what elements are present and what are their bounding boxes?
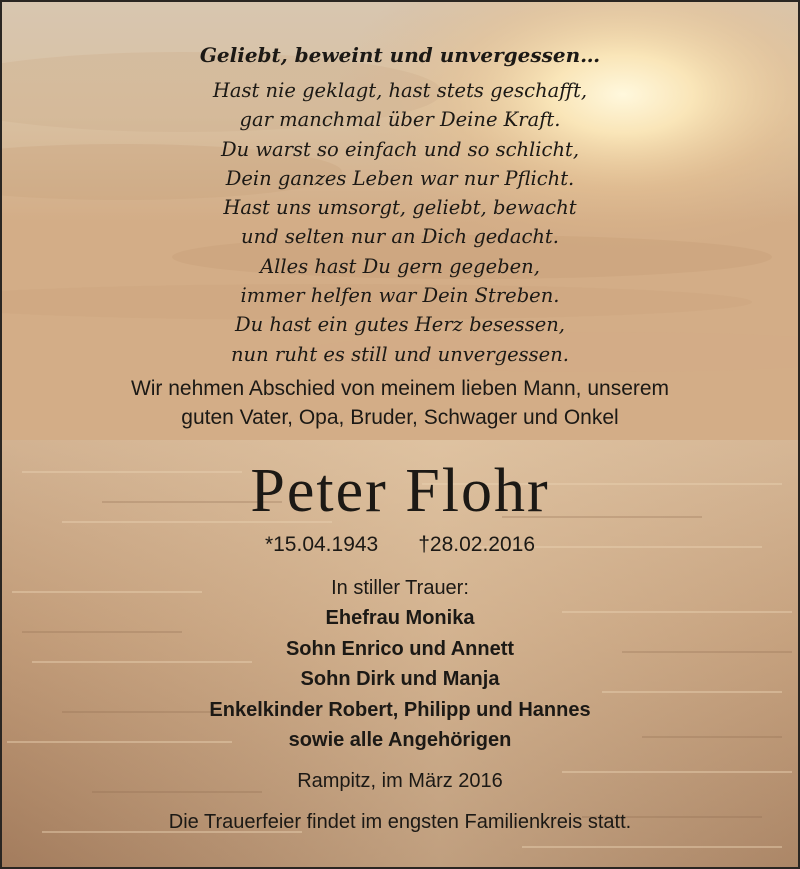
intro-line: guten Vater, Opa, Bruder, Schwager und Onkel <box>181 406 619 429</box>
intro-line: Wir nehmen Abschied von meinem lieben Mann, unserem <box>130 377 670 400</box>
place-and-date: Rampitz, im März 2016 <box>297 770 503 792</box>
mourner-entry: sowie alle Angehörigen <box>288 729 512 751</box>
notice-text <box>2 2 798 867</box>
motto: Geliebt, beweint und unvergessen… <box>199 43 601 67</box>
poem-line: Hast uns umsorgt, geliebt, bewacht <box>223 196 577 220</box>
life-dates <box>2 530 798 560</box>
poem-line: Du hast ein gutes Herz besessen, <box>235 313 565 337</box>
mourners-label: In stiller Trauer: <box>331 577 469 599</box>
mourner-entry: Sohn Dirk und Manja <box>300 668 500 690</box>
birth-date: *15.04.1943 <box>264 533 379 556</box>
poem-line: Du warst so einfach und so schlicht, <box>220 137 580 161</box>
poem-line: Dein ganzes Leben war nur Pflicht. <box>225 166 575 190</box>
poem-line: und selten nur an Dich gedacht. <box>241 225 559 249</box>
farewell-intro <box>2 374 798 432</box>
deceased-name: Peter Flohr <box>250 457 550 525</box>
mourner-entry: Ehefrau Monika <box>325 607 475 629</box>
poem <box>2 76 798 369</box>
death-date: †28.02.2016 <box>418 533 536 556</box>
mourner-entry: Sohn Enrico und Annett <box>285 637 515 660</box>
mourner-entry: Enkelkinder Robert, Philipp und Hannes <box>209 698 591 721</box>
poem-line: Hast nie geklagt, hast stets geschafft, <box>212 79 588 102</box>
poem-line: Alles hast Du gern gegeben, <box>260 254 540 278</box>
funeral-note: Die Trauerfeier findet im engsten Familienkreis statt. <box>168 811 632 833</box>
poem-line: nun ruht es still und unvergessen. <box>231 342 569 366</box>
poem-line: immer helfen war Dein Streben. <box>240 284 560 308</box>
mourners-list <box>2 603 798 756</box>
poem-line: gar manchmal über Deine Kraft. <box>239 108 561 132</box>
